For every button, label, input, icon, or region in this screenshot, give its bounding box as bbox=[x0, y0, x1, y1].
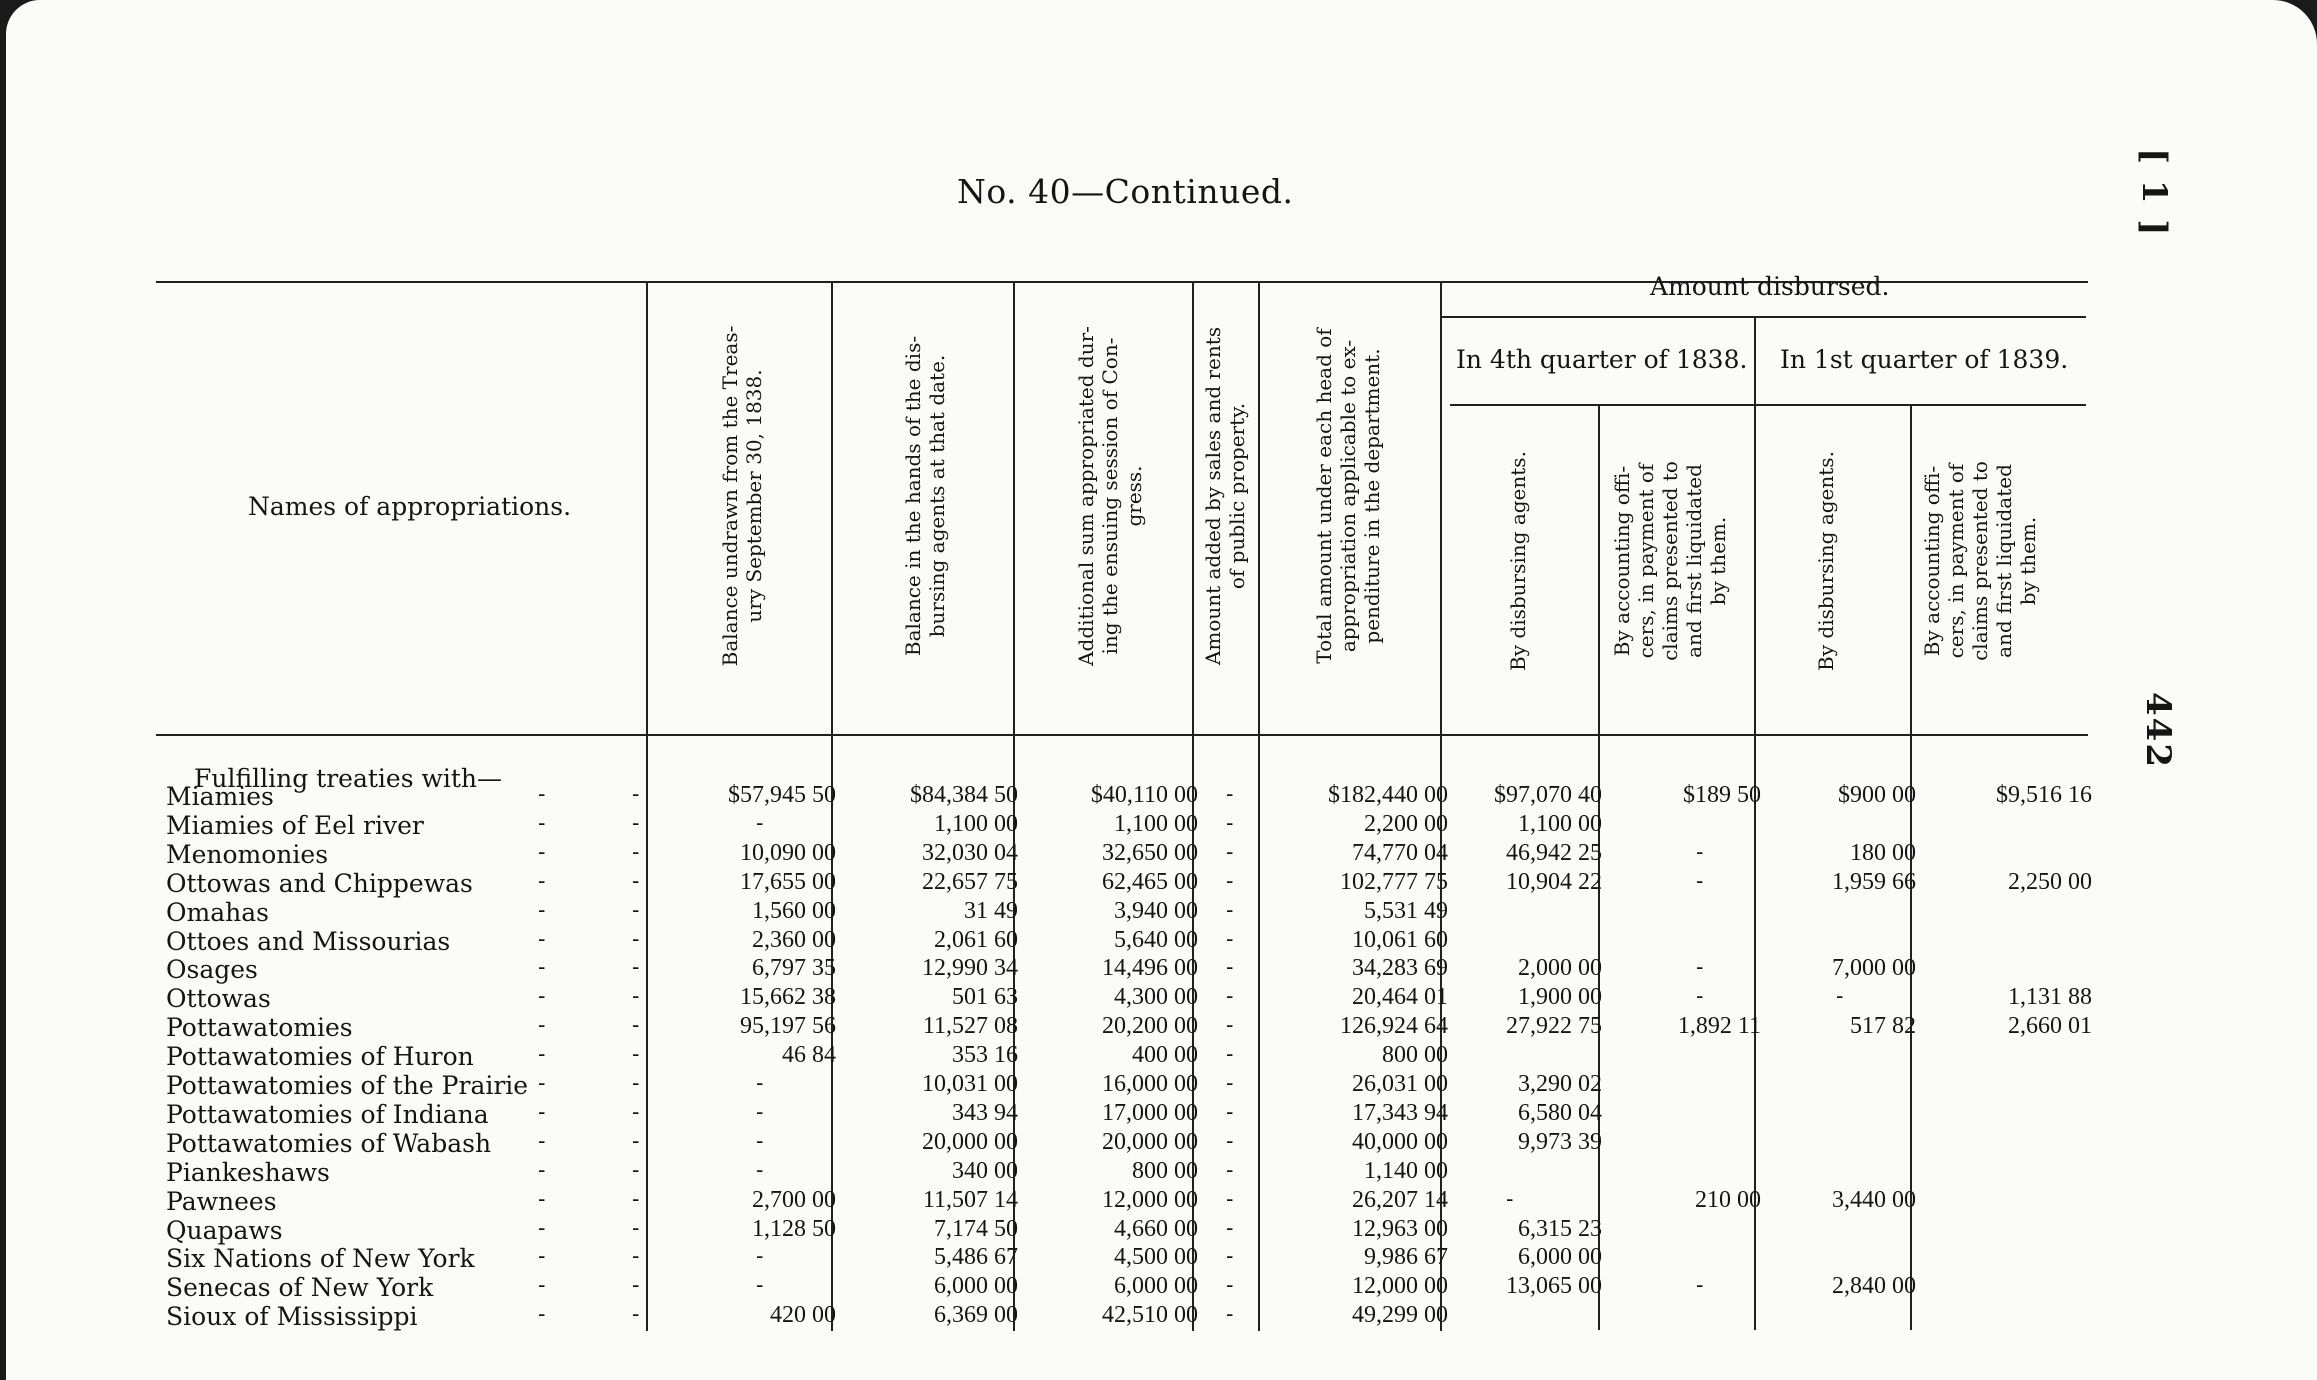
leader-dash: - bbox=[632, 1273, 640, 1298]
leader-dash: - bbox=[632, 1158, 640, 1183]
table-cell-c9: $9,516 16 bbox=[1996, 782, 2092, 808]
leader-dash: - bbox=[538, 1302, 546, 1327]
leader-dash: - bbox=[538, 1129, 546, 1154]
header-bottom-rule bbox=[156, 734, 2088, 736]
table-cell-c5: 74,770 04 bbox=[1352, 840, 1448, 866]
empty-dash: - bbox=[756, 1071, 764, 1096]
table-cell-c2: 11,527 08 bbox=[922, 1013, 1018, 1039]
empty-dash: - bbox=[1226, 840, 1234, 865]
empty-dash: - bbox=[1226, 1187, 1234, 1212]
leader-dash: - bbox=[538, 927, 546, 952]
empty-dash: - bbox=[1226, 1013, 1234, 1038]
table-cell-c5: 5,531 49 bbox=[1364, 898, 1448, 924]
leader-dash: - bbox=[632, 984, 640, 1009]
table-cell-c5: 20,464 01 bbox=[1352, 984, 1448, 1010]
leader-dash: - bbox=[632, 1100, 640, 1125]
appropriation-name: Menomonies bbox=[166, 840, 329, 869]
empty-dash: - bbox=[1226, 1129, 1234, 1154]
appropriation-name: Senecas of New York bbox=[166, 1273, 434, 1302]
table-cell-c6: 13,065 00 bbox=[1506, 1273, 1602, 1299]
table-cell-c5: 10,061 60 bbox=[1352, 927, 1448, 953]
appropriation-name: Sioux of Mississippi bbox=[166, 1302, 418, 1331]
table-cell-c5: 34,283 69 bbox=[1352, 955, 1448, 981]
leader-dash: - bbox=[538, 1216, 546, 1241]
appropriation-name: Ottowas and Chippewas bbox=[166, 869, 473, 898]
leader-dash: - bbox=[632, 1129, 640, 1154]
leader-dash: - bbox=[538, 1244, 546, 1269]
amount-disbursed-rule bbox=[1440, 316, 2086, 318]
table-cell-c3: 16,000 00 bbox=[1102, 1071, 1198, 1097]
appropriation-name: Omahas bbox=[166, 898, 269, 927]
table-cell-c2: 10,031 00 bbox=[922, 1071, 1018, 1097]
leader-dash: - bbox=[538, 1273, 546, 1298]
table-cell-c1: 2,360 00 bbox=[752, 927, 836, 953]
table-cell-c3: 42,510 00 bbox=[1102, 1302, 1198, 1328]
leader-dash: - bbox=[632, 1216, 640, 1241]
empty-dash: - bbox=[756, 1273, 764, 1298]
appropriation-name: Miamies of Eel river bbox=[166, 811, 424, 840]
leader-dash: - bbox=[538, 955, 546, 980]
empty-dash: - bbox=[1696, 869, 1704, 894]
table-cell-c2: 11,507 14 bbox=[922, 1187, 1018, 1213]
empty-dash: - bbox=[756, 1158, 764, 1183]
table-cell-c5: 102,777 75 bbox=[1340, 869, 1448, 895]
leader-dash: - bbox=[632, 1071, 640, 1096]
table-cell-c7: 1,892 11 bbox=[1677, 1013, 1761, 1039]
table-cell-c1: 10,090 00 bbox=[740, 840, 836, 866]
table-cell-c2: 6,000 00 bbox=[934, 1273, 1018, 1299]
table-cell-c5: 12,963 00 bbox=[1352, 1216, 1448, 1242]
empty-dash: - bbox=[1226, 1244, 1234, 1269]
empty-dash: - bbox=[1696, 1273, 1704, 1298]
table-cell-c5: 40,000 00 bbox=[1352, 1129, 1448, 1155]
header-q1-1839: In 1st quarter of 1839. bbox=[1780, 345, 2069, 374]
leader-dash: - bbox=[538, 1100, 546, 1125]
leader-dash: - bbox=[632, 811, 640, 836]
header-balance-agents: Balance in the hands of the dis- bursing agents at that date. bbox=[901, 335, 949, 657]
table-cell-c8: 180 00 bbox=[1850, 840, 1916, 866]
table-cell-c6: 6,580 04 bbox=[1518, 1100, 1602, 1126]
table-cell-c6: 10,904 22 bbox=[1506, 869, 1602, 895]
table-cell-c6: 46,942 25 bbox=[1506, 840, 1602, 866]
table-cell-c3: 32,650 00 bbox=[1102, 840, 1198, 866]
table-cell-c3: 6,000 00 bbox=[1114, 1273, 1198, 1299]
table-cell-c1: 1,128 50 bbox=[752, 1216, 836, 1242]
table-cell-c6: 2,000 00 bbox=[1518, 955, 1602, 981]
empty-dash: - bbox=[1226, 927, 1234, 952]
table-cell-c2: 340 00 bbox=[952, 1158, 1018, 1184]
column-divider bbox=[646, 281, 648, 1331]
table-cell-c2: 6,369 00 bbox=[934, 1302, 1018, 1328]
table-cell-c2: 5,486 67 bbox=[934, 1244, 1018, 1270]
table-cell-c2: 22,657 75 bbox=[922, 869, 1018, 895]
empty-dash: - bbox=[1226, 811, 1234, 836]
leader-dash: - bbox=[632, 1302, 640, 1327]
table-cell-c5: 2,200 00 bbox=[1364, 811, 1448, 837]
table-cell-c5: 1,140 00 bbox=[1364, 1158, 1448, 1184]
leader-dash: - bbox=[632, 927, 640, 952]
empty-dash: - bbox=[1226, 984, 1234, 1009]
table-cell-c8: $900 00 bbox=[1838, 782, 1916, 808]
table-cell-c2: 353 16 bbox=[952, 1042, 1018, 1068]
leader-dash: - bbox=[538, 1187, 546, 1212]
leader-dash: - bbox=[538, 811, 546, 836]
empty-dash: - bbox=[756, 1244, 764, 1269]
table-cell-c2: 12,990 34 bbox=[922, 955, 1018, 981]
empty-dash: - bbox=[756, 1100, 764, 1125]
table-cell-c8: 1,959 66 bbox=[1832, 869, 1916, 895]
table-cell-c5: 12,000 00 bbox=[1352, 1273, 1448, 1299]
leader-dash: - bbox=[538, 898, 546, 923]
table-cell-c3: 4,500 00 bbox=[1114, 1244, 1198, 1270]
table-cell-c1: 95,197 56 bbox=[740, 1013, 836, 1039]
table-cell-c1: 17,655 00 bbox=[740, 869, 836, 895]
table-cell-c7: 210 00 bbox=[1695, 1187, 1761, 1213]
table-cell-c3: 400 00 bbox=[1132, 1042, 1198, 1068]
appropriation-name: Pottawatomies bbox=[166, 1013, 353, 1042]
appropriation-name: Piankeshaws bbox=[166, 1158, 330, 1187]
leader-dash: - bbox=[538, 1042, 546, 1067]
table-cell-c5: $182,440 00 bbox=[1328, 782, 1448, 808]
header-q4-1838: In 4th quarter of 1838. bbox=[1456, 345, 1748, 374]
empty-dash: - bbox=[1226, 898, 1234, 923]
empty-dash: - bbox=[1226, 1100, 1234, 1125]
appropriation-name: Osages bbox=[166, 955, 258, 984]
empty-dash: - bbox=[1506, 1187, 1514, 1212]
leader-dash: - bbox=[632, 869, 640, 894]
empty-dash: - bbox=[1226, 1273, 1234, 1298]
table-cell-c2: 7,174 50 bbox=[934, 1216, 1018, 1242]
table-cell-c8: 517 82 bbox=[1850, 1013, 1916, 1039]
table-cell-c3: 20,200 00 bbox=[1102, 1013, 1198, 1039]
empty-dash: - bbox=[1226, 1216, 1234, 1241]
table-cell-c8: 3,440 00 bbox=[1832, 1187, 1916, 1213]
appropriation-name: Pottawatomies of Huron bbox=[166, 1042, 474, 1071]
page-number: 442 bbox=[2138, 692, 2178, 769]
table-cell-c1: 2,700 00 bbox=[752, 1187, 836, 1213]
table-cell-c3: 3,940 00 bbox=[1114, 898, 1198, 924]
appropriation-name: Ottowas bbox=[166, 984, 271, 1013]
table-cell-c5: 126,924 64 bbox=[1340, 1013, 1448, 1039]
empty-dash: - bbox=[1226, 1042, 1234, 1067]
header-sales-rents: Amount added by sales and rents of public property. bbox=[1201, 326, 1249, 666]
table-cell-c6: 6,315 23 bbox=[1518, 1216, 1602, 1242]
table-cell-c3: 5,640 00 bbox=[1114, 927, 1198, 953]
empty-dash: - bbox=[1696, 955, 1704, 980]
leader-dash: - bbox=[538, 840, 546, 865]
table-cell-c3: 20,000 00 bbox=[1102, 1129, 1198, 1155]
leader-dash: - bbox=[632, 955, 640, 980]
header-names: Names of appropriations. bbox=[248, 492, 572, 521]
table-cell-c3: 1,100 00 bbox=[1114, 811, 1198, 837]
leader-dash: - bbox=[632, 840, 640, 865]
table-cell-c5: 26,207 14 bbox=[1352, 1187, 1448, 1213]
column-divider bbox=[1754, 316, 1756, 1330]
empty-dash: - bbox=[1226, 869, 1234, 894]
leader-dash: - bbox=[538, 1013, 546, 1038]
table-cell-c2: 2,061 60 bbox=[934, 927, 1018, 953]
leader-dash: - bbox=[538, 869, 546, 894]
table-cell-c1: 1,560 00 bbox=[752, 898, 836, 924]
leader-dash: - bbox=[632, 1013, 640, 1038]
table-cell-c6: 6,000 00 bbox=[1518, 1244, 1602, 1270]
column-divider bbox=[1258, 281, 1260, 1331]
appropriation-name: Pawnees bbox=[166, 1187, 277, 1216]
table-cell-c9: 2,660 01 bbox=[2008, 1013, 2092, 1039]
header-balance-undrawn: Balance undrawn from the Treas- ury September 30, 1838. bbox=[718, 325, 766, 667]
appropriation-name: Pottawatomies of Indiana bbox=[166, 1100, 489, 1129]
table-cell-c8: 2,840 00 bbox=[1832, 1273, 1916, 1299]
table-cell-c1: 46 84 bbox=[782, 1042, 836, 1068]
appropriation-name: Pottawatomies of the Prairie bbox=[166, 1071, 529, 1100]
leader-dash: - bbox=[538, 984, 546, 1009]
table-cell-c2: 31 49 bbox=[964, 898, 1018, 924]
table-cell-c2: 501 63 bbox=[952, 984, 1018, 1010]
leader-dash: - bbox=[632, 1042, 640, 1067]
table-cell-c2: $84,384 50 bbox=[910, 782, 1018, 808]
table-cell-c3: 62,465 00 bbox=[1102, 869, 1198, 895]
document-page bbox=[6, 0, 2317, 1380]
appropriation-name: Pottawatomies of Wabash bbox=[166, 1129, 492, 1158]
table-cell-c2: 343 94 bbox=[952, 1100, 1018, 1126]
empty-dash: - bbox=[1226, 955, 1234, 980]
column-divider bbox=[1598, 404, 1600, 1330]
table-cell-c9: 1,131 88 bbox=[2008, 984, 2092, 1010]
table-cell-c5: 26,031 00 bbox=[1352, 1071, 1448, 1097]
appropriation-name: Ottoes and Missourias bbox=[166, 927, 451, 956]
header-additional-sum: Additional sum appropriated dur- ing the ensuing session of Con- gress. bbox=[1074, 326, 1146, 666]
appropriation-name: Six Nations of New York bbox=[166, 1244, 475, 1273]
table-cell-c3: 4,300 00 bbox=[1114, 984, 1198, 1010]
table-cell-c3: $40,110 00 bbox=[1090, 782, 1198, 808]
header-amount-disbursed: Amount disbursed. bbox=[1650, 272, 1890, 301]
empty-dash: - bbox=[1226, 782, 1234, 807]
leader-dash: - bbox=[632, 1244, 640, 1269]
table-cell-c9: 2,250 00 bbox=[2008, 869, 2092, 895]
table-cell-c6: 9,973 39 bbox=[1518, 1129, 1602, 1155]
table-cell-c6: 3,290 02 bbox=[1518, 1071, 1602, 1097]
table-cell-c6: 1,100 00 bbox=[1518, 811, 1602, 837]
leader-dash: - bbox=[632, 898, 640, 923]
table-cell-c1: $57,945 50 bbox=[728, 782, 836, 808]
leader-dash: - bbox=[538, 782, 546, 807]
empty-dash: - bbox=[1226, 1158, 1234, 1183]
empty-dash: - bbox=[756, 1129, 764, 1154]
empty-dash: - bbox=[1836, 984, 1844, 1009]
table-cell-c7: $189 50 bbox=[1683, 782, 1761, 808]
table-cell-c2: 32,030 04 bbox=[922, 840, 1018, 866]
header-q1-disbursing: By disbursing agents. bbox=[1814, 451, 1838, 671]
table-cell-c3: 800 00 bbox=[1132, 1158, 1198, 1184]
appropriation-name: Miamies bbox=[166, 782, 274, 811]
quarter-rule bbox=[1450, 404, 2086, 406]
page-title: No. 40—Continued. bbox=[957, 172, 1294, 211]
empty-dash: - bbox=[1226, 1302, 1234, 1327]
table-cell-c5: 9,986 67 bbox=[1364, 1244, 1448, 1270]
leader-dash: - bbox=[538, 1071, 546, 1096]
empty-dash: - bbox=[1696, 840, 1704, 865]
header-q4-accounting: By accounting offi- cers, in payment of claims presented to and first liquidated by them. bbox=[1610, 461, 1730, 661]
table-cell-c5: 17,343 94 bbox=[1352, 1100, 1448, 1126]
table-cell-c3: 12,000 00 bbox=[1102, 1187, 1198, 1213]
document-reference: [ 1 ] bbox=[2134, 148, 2174, 238]
header-q1-accounting: By accounting offi- cers, in payment of claims presented to and first liquidated by them. bbox=[1920, 461, 2040, 661]
table-cell-c6: 27,922 75 bbox=[1506, 1013, 1602, 1039]
table-cell-c2: 20,000 00 bbox=[922, 1129, 1018, 1155]
table-cell-c3: 17,000 00 bbox=[1102, 1100, 1198, 1126]
table-cell-c3: 4,660 00 bbox=[1114, 1216, 1198, 1242]
leader-dash: - bbox=[632, 782, 640, 807]
table-cell-c5: 800 00 bbox=[1382, 1042, 1448, 1068]
leader-dash: - bbox=[632, 1187, 640, 1212]
group-label: Fulfilling treaties with— bbox=[194, 764, 503, 793]
table-cell-c6: 1,900 00 bbox=[1518, 984, 1602, 1010]
header-q4-disbursing: By disbursing agents. bbox=[1506, 451, 1530, 671]
table-cell-c8: 7,000 00 bbox=[1832, 955, 1916, 981]
table-cell-c6: $97,070 40 bbox=[1494, 782, 1602, 808]
table-cell-c1: 15,662 38 bbox=[740, 984, 836, 1010]
empty-dash: - bbox=[756, 811, 764, 836]
table-cell-c3: 14,496 00 bbox=[1102, 955, 1198, 981]
table-cell-c5: 49,299 00 bbox=[1352, 1302, 1448, 1328]
empty-dash: - bbox=[1696, 984, 1704, 1009]
table-cell-c1: 420 00 bbox=[770, 1302, 836, 1328]
header-total-amount: Total amount under each head of appropriation applicable to ex- penditure in the department. bbox=[1312, 328, 1384, 664]
table-cell-c1: 6,797 35 bbox=[752, 955, 836, 981]
table-cell-c2: 1,100 00 bbox=[934, 811, 1018, 837]
leader-dash: - bbox=[538, 1158, 546, 1183]
empty-dash: - bbox=[1226, 1071, 1234, 1096]
appropriation-name: Quapaws bbox=[166, 1216, 283, 1245]
